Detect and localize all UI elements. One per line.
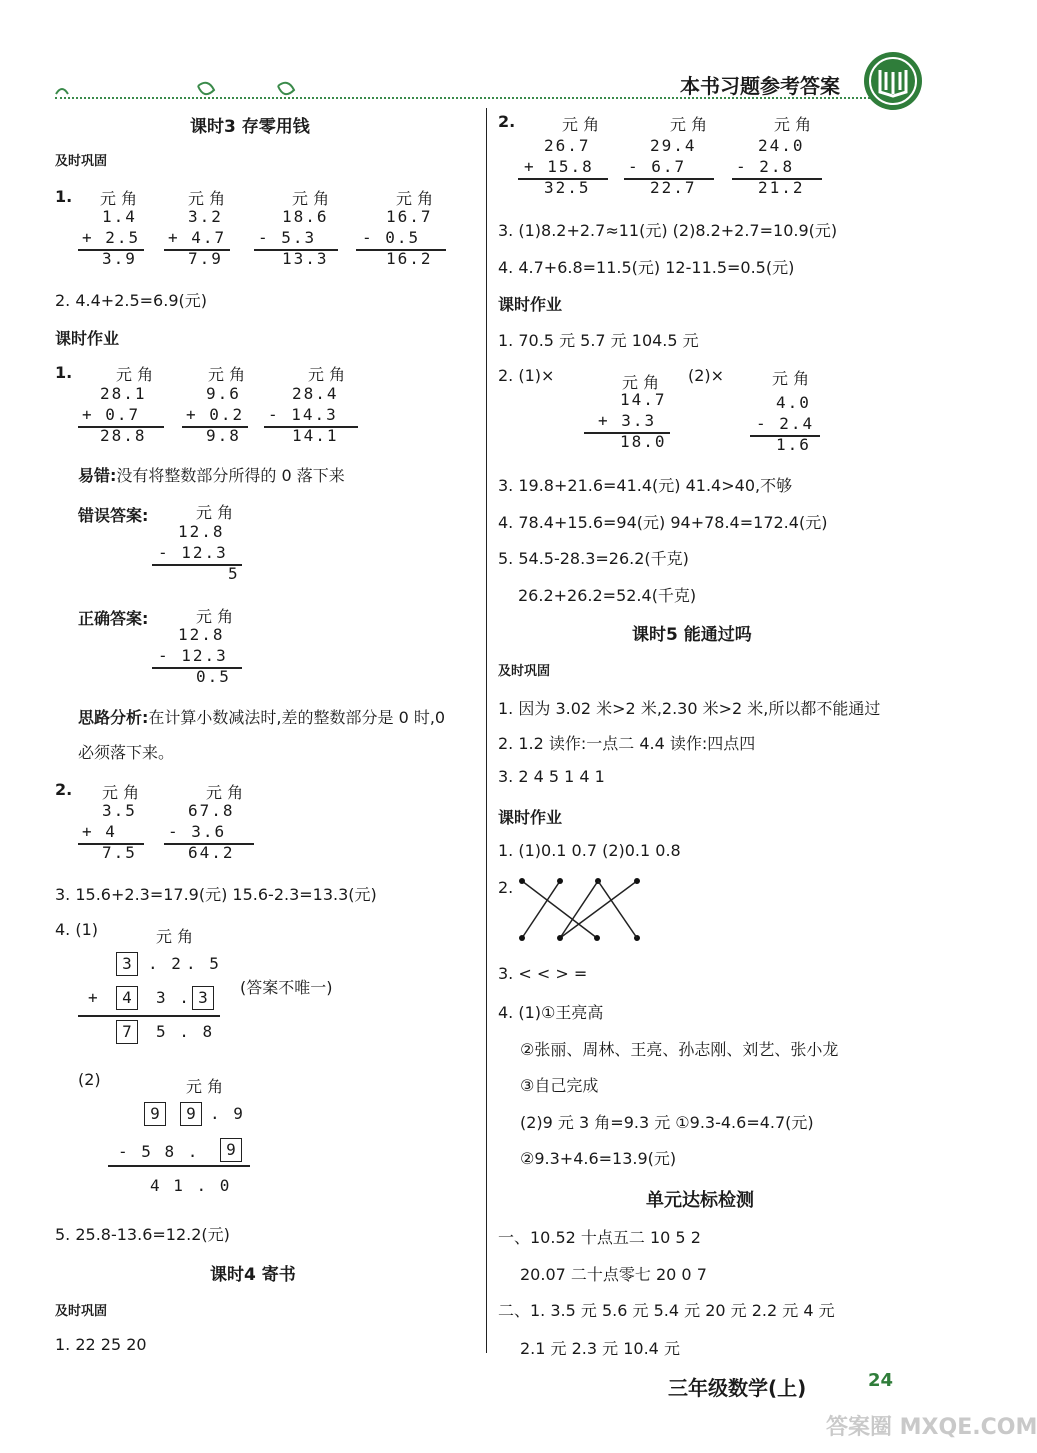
result: 64.2 <box>188 843 235 862</box>
q4b-number: (2) <box>78 1070 101 1089</box>
k4d-answer: (2)9 元 3 角=9.3 元 ①9.3-4.6=4.7(元) <box>520 1113 814 1132</box>
k2-number: 2. <box>498 878 514 897</box>
result: 14.1 <box>292 426 339 445</box>
l5-q3: 3. 2 4 5 1 4 1 <box>498 767 605 786</box>
operand: - 0.5 <box>362 228 421 247</box>
section-jishi: 及时巩固 <box>498 664 551 679</box>
result: 28.8 <box>100 426 147 445</box>
operand: 3.5 <box>102 801 137 820</box>
u1b-answer: 20.07 二十点零七 20 0 7 <box>520 1265 707 1284</box>
unit-label: 元 角 <box>292 189 330 208</box>
column-divider <box>486 108 487 1353</box>
operand: 12.8 <box>178 625 225 644</box>
h3-answer: 3. 19.8+21.6=41.4(元) 41.4>40,不够 <box>498 476 793 495</box>
result: 9.8 <box>206 426 241 445</box>
l5-q1: 1. 因为 3.02 米>2 米,2.30 米>2 米,所以都不能通过 <box>498 699 881 718</box>
result: 1.6 <box>776 435 811 454</box>
h2-number-2: (2)× <box>688 366 725 385</box>
q1-number: 1. <box>55 363 73 382</box>
operand: 18.6 <box>282 207 329 226</box>
operand: - 2.4 <box>756 414 815 433</box>
unit-label: 元 角 <box>772 369 810 388</box>
operand: 28.1 <box>100 384 147 403</box>
digit-text: 4 1 . 0 <box>150 1176 232 1195</box>
operand: - 3.6 <box>168 822 227 841</box>
operand: 3.2 <box>188 207 223 226</box>
operand: 28.4 <box>292 384 339 403</box>
operand: + 4 <box>82 822 117 841</box>
answer-box: 4 <box>116 986 138 1010</box>
answer-box: 3 <box>192 986 214 1010</box>
operand: - 12.3 <box>158 543 228 562</box>
unit-label: 元 角 <box>622 373 660 392</box>
result: 7.9 <box>188 249 223 268</box>
digit-text: . 5 <box>186 954 221 973</box>
yicuo-note <box>78 463 345 486</box>
u1-answer: 一、10.52 十点五二 10 5 2 <box>498 1228 701 1247</box>
k4b-answer: ②张丽、周林、王亮、孙志刚、刘艺、张小龙 <box>520 1040 839 1059</box>
operand: 4.0 <box>776 393 811 412</box>
operand: 9.6 <box>206 384 241 403</box>
k3-answer: 3. < < > = <box>498 964 588 983</box>
result: 7.5 <box>102 843 137 862</box>
digit-text: . 2 <box>148 954 183 973</box>
q4-number: 4. (1) <box>55 920 99 939</box>
unit-test-title: 单元达标检测 <box>646 1190 754 1211</box>
operand: 29.4 <box>650 136 697 155</box>
result: 22.7 <box>650 178 697 197</box>
operand: - 2.8 <box>736 157 795 176</box>
unit-label: 元 角 <box>196 503 234 522</box>
answer-box: 7 <box>116 1020 138 1044</box>
watermark-text: 答案圈 MXQE.COM <box>826 1415 1037 1440</box>
operand: - 6.7 <box>628 157 687 176</box>
silu-text: 在计算小数减法时,差的整数部分是 0 时,0 <box>148 708 446 727</box>
yicuo-text: 没有将整数部分所得的 0 落下来 <box>116 466 345 485</box>
lesson3-title: 课时3 存零用钱 <box>190 117 310 137</box>
result: 0.5 <box>196 667 231 686</box>
lesson4-title: 课时4 寄书 <box>210 1265 296 1285</box>
result: 18.0 <box>620 432 667 451</box>
operand: 14.7 <box>620 390 667 409</box>
unit-label: 元 角 <box>774 115 812 134</box>
operand: 16.7 <box>386 207 433 226</box>
book-logo-icon <box>862 50 924 112</box>
result: 3.9 <box>102 249 137 268</box>
h5-answer: 5. 54.5-28.3=26.2(千克) <box>498 549 689 568</box>
l5-q2: 2. 1.2 读作:一点二 4.4 读作:四点四 <box>498 734 756 753</box>
q3-answer: 3. 15.6+2.3=17.9(元) 15.6-2.3=13.3(元) <box>55 885 377 904</box>
unit-label: 元 角 <box>188 189 226 208</box>
result: 13.3 <box>282 249 329 268</box>
result: 32.5 <box>544 178 591 197</box>
operand: + 15.8 <box>524 157 594 176</box>
h1-answer: 1. 70.5 元 5.7 元 104.5 元 <box>498 331 699 350</box>
r-q4-answer: 4. 4.7+6.8=11.5(元) 12-11.5=0.5(元) <box>498 258 795 277</box>
header-title: 本书习题参考答案 <box>680 74 840 98</box>
l4-q1: 1. 22 25 20 <box>55 1335 147 1354</box>
u2-answer: 二、1. 3.5 元 5.6 元 5.4 元 20 元 2.2 元 4 元 <box>498 1301 835 1320</box>
result: 16.2 <box>386 249 433 268</box>
digit-text: 5 . 8 <box>156 1022 215 1041</box>
operand: 1.4 <box>102 207 137 226</box>
operand: - 12.3 <box>158 646 228 665</box>
silu-text-2: 必须落下来。 <box>78 743 175 762</box>
k1-answer: 1. (1)0.1 0.7 (2)0.1 0.8 <box>498 841 681 860</box>
k4-answer: 4. (1)①王亮高 <box>498 1003 604 1022</box>
operand: + 0.2 <box>186 405 245 424</box>
k4c-answer: ③自己完成 <box>520 1076 599 1095</box>
section-keshi: 课时作业 <box>55 329 120 348</box>
unit-label: 元 角 <box>208 365 246 384</box>
q2-number: 2. <box>55 780 73 799</box>
h4-answer: 4. 78.4+15.6=94(元) 94+78.4=172.4(元) <box>498 513 828 532</box>
q5-answer: 5. 25.8-13.6=12.2(元) <box>55 1225 230 1244</box>
unit-label: 元 角 <box>206 783 244 802</box>
silu-note <box>78 705 445 728</box>
answer-box: 9 <box>220 1138 242 1162</box>
k4e-answer: ②9.3+4.6=13.9(元) <box>520 1149 677 1168</box>
unit-label: 元 角 <box>670 115 708 134</box>
decorative-swirl-icon <box>48 76 348 106</box>
operand: 12.8 <box>178 522 225 541</box>
sum-line <box>108 1165 250 1167</box>
section-keshi: 课时作业 <box>498 295 563 314</box>
unit-label: 元 角 <box>196 607 234 626</box>
section-jishi: 及时巩固 <box>55 154 108 169</box>
operand: 26.7 <box>544 136 591 155</box>
lesson5-title: 课时5 能通过吗 <box>632 625 752 645</box>
matching-lines-diagram <box>512 874 652 944</box>
operand: + 4.7 <box>168 228 227 247</box>
result: 21.2 <box>758 178 805 197</box>
h5-answer-2: 26.2+26.2=52.4(千克) <box>518 586 697 605</box>
footer-grade: 三年级数学(上) <box>668 1376 807 1400</box>
operand: + 0.7 <box>82 405 141 424</box>
yicuo-label: 易错: <box>78 466 117 485</box>
right-label: 正确答案: <box>78 609 149 628</box>
u2b-answer: 2.1 元 2.3 元 10.4 元 <box>520 1339 680 1358</box>
section-jishi: 及时巩固 <box>55 1304 108 1319</box>
operand: - 5.3 <box>258 228 317 247</box>
unit-label: 元 角 <box>396 189 434 208</box>
silu-label: 思路分析: <box>78 708 149 727</box>
q1-number: 1. <box>55 187 73 206</box>
q4-note: (答案不唯一) <box>240 978 333 997</box>
unit-label: 元 角 <box>116 365 154 384</box>
plus-sign: + <box>88 988 100 1007</box>
page-number: 24 <box>868 1370 894 1391</box>
wrong-label: 错误答案: <box>78 506 149 525</box>
operand: - 14.3 <box>268 405 338 424</box>
q2-answer: 2. 4.4+2.5=6.9(元) <box>55 291 207 310</box>
unit-label: 元 角 <box>308 365 346 384</box>
sum-line <box>78 1015 220 1017</box>
digit-text: 3 . <box>156 988 191 1007</box>
h2-number: 2. (1)× <box>498 366 555 385</box>
r-q3-answer: 3. (1)8.2+2.7≈11(元) (2)8.2+2.7=10.9(元) <box>498 221 838 240</box>
result: 5 <box>228 564 240 583</box>
unit-label: 元 角 <box>100 189 138 208</box>
unit-label: 元 角 <box>156 927 194 946</box>
unit-label: 元 角 <box>562 115 600 134</box>
unit-label: 元 角 <box>102 783 140 802</box>
answer-box: 9 <box>180 1102 202 1126</box>
answer-box: 9 <box>144 1102 166 1126</box>
operand: + 3.3 <box>598 411 657 430</box>
answer-box: 3 <box>116 952 138 976</box>
q2-number: 2. <box>498 112 516 131</box>
operand: + 2.5 <box>82 228 141 247</box>
operand: 67.8 <box>188 801 235 820</box>
unit-label: 元 角 <box>186 1077 224 1096</box>
operand: 24.0 <box>758 136 805 155</box>
section-keshi: 课时作业 <box>498 808 563 827</box>
digit-text: . 9 <box>210 1104 245 1123</box>
digit-text: - 5 8 . <box>118 1142 200 1161</box>
